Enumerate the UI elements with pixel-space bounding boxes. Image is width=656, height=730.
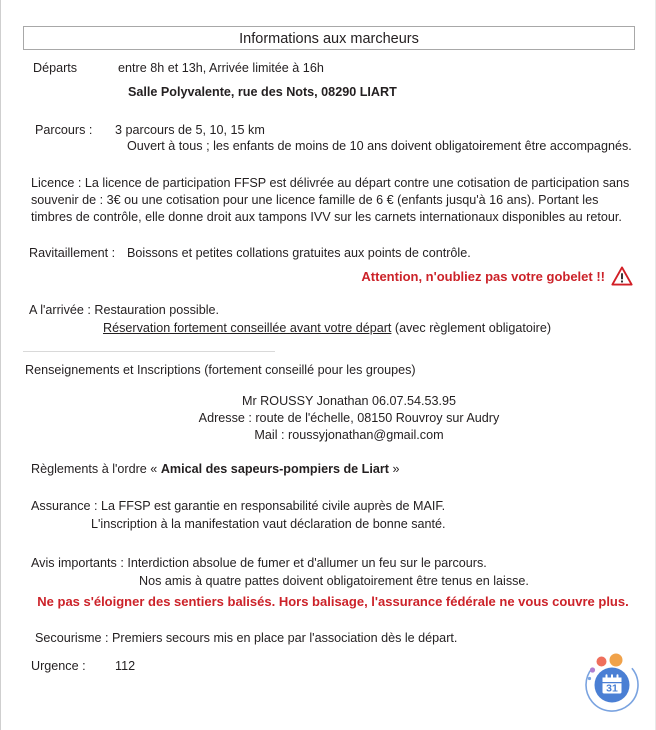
departs-label: Départs [33, 61, 78, 75]
arrivee-line1: A l'arrivée : Restauration possible. [29, 303, 220, 317]
reservation-suffix: (avec règlement obligatoire) [391, 321, 552, 335]
departs-value: entre 8h et 13h, Arrivée limitée à 16h [118, 61, 324, 75]
assurance-line2: L'inscription à la manifestation vaut déclaration de bonne santé. [91, 517, 446, 531]
contact-address: Adresse : route de l'échelle, 08150 Rouvroy sur Audry [198, 411, 500, 425]
section-divider [23, 351, 275, 352]
section-secourisme: Secourisme : Premiers secours mis en place par l'association dès le départ. [35, 631, 458, 645]
reservation-underlined-text: Réservation fortement conseillée avant votre départ [103, 321, 392, 335]
calendar-icon [579, 650, 643, 714]
gobelet-warning-text: Attention, n'oubliez pas votre gobelet !! [361, 268, 605, 284]
parcours-label: Parcours : [35, 123, 93, 137]
contact-mail: Mail : roussyjonathan@gmail.com [254, 428, 444, 442]
ravitaillement-label: Ravitaillement : [29, 246, 116, 260]
section-reglements [23, 462, 635, 476]
contact-name-phone: Mr ROUSSY Jonathan 06.07.54.53.95 [242, 394, 456, 408]
urgence-label: Urgence : [31, 659, 86, 673]
parcours-line1: 3 parcours de 5, 10, 15 km [115, 123, 265, 137]
section-arrivee [23, 302, 635, 335]
warning-triangle-icon [611, 266, 633, 286]
section-departs [23, 61, 635, 99]
arrivee-reservation [29, 321, 635, 335]
parcours-line2: Ouvert à tous ; les enfants de moins de 10 ans doivent obligatoirement être accompagnés. [127, 139, 632, 153]
section-renseignements: Renseignements et Inscriptions (fortement conseillé pour les groupes) [25, 363, 416, 377]
parcours-row [35, 123, 635, 137]
section-urgence [23, 659, 635, 673]
gobelet-warning [29, 266, 635, 286]
avis-line2: Nos amis à quatre pattes doivent obligatoirement être tenus en laisse. [139, 574, 529, 588]
reglements-suffix: » [388, 462, 400, 476]
reglements-prefix: Règlements à l'ordre « [31, 462, 161, 476]
assurance-line1: Assurance : La FFSP est garantie en responsabilité civile auprès de MAIF. [31, 499, 446, 513]
section-contact [23, 393, 635, 444]
section-avis-importants [23, 555, 635, 609]
document-body [23, 26, 635, 673]
avis-warning-text: Ne pas s'éloigner des sentiers balisés. Hors balisage, l'assurance fédérale ne vous couvre plus. [37, 594, 629, 609]
departs-row [33, 61, 635, 75]
section-assurance [23, 498, 635, 531]
section-licence: Licence : La licence de participation FFSP est délivrée au départ contre une cotisation de participation sans souvenir de : 3€ ou une cotisation pour une licence famille de 6 € (enfants jusqu'à 16 ans). Portant les timbres de contrôle, elle donne droit aux tampons IVV sur les carnets internationaux disponibles au retour. [31, 176, 630, 224]
avis-line1: Avis importants : Interdiction absolue de fumer et d'allumer un feu sur le parcours. [31, 556, 487, 570]
urgence-value: 112 [115, 659, 136, 673]
departs-venue: Salle Polyvalente, rue des Nots, 08290 LIART [128, 85, 397, 99]
calendar-day-number: 31 [606, 682, 618, 695]
ravitaillement-row [29, 246, 635, 260]
ravitaillement-value: Boissons et petites collations gratuites aux points de contrôle. [127, 246, 471, 260]
page-title: Informations aux marcheurs [23, 26, 635, 50]
section-ravitaillement [23, 246, 635, 286]
reglements-order-name: Amical des sapeurs-pompiers de Liart [160, 462, 389, 476]
section-parcours [23, 123, 635, 153]
